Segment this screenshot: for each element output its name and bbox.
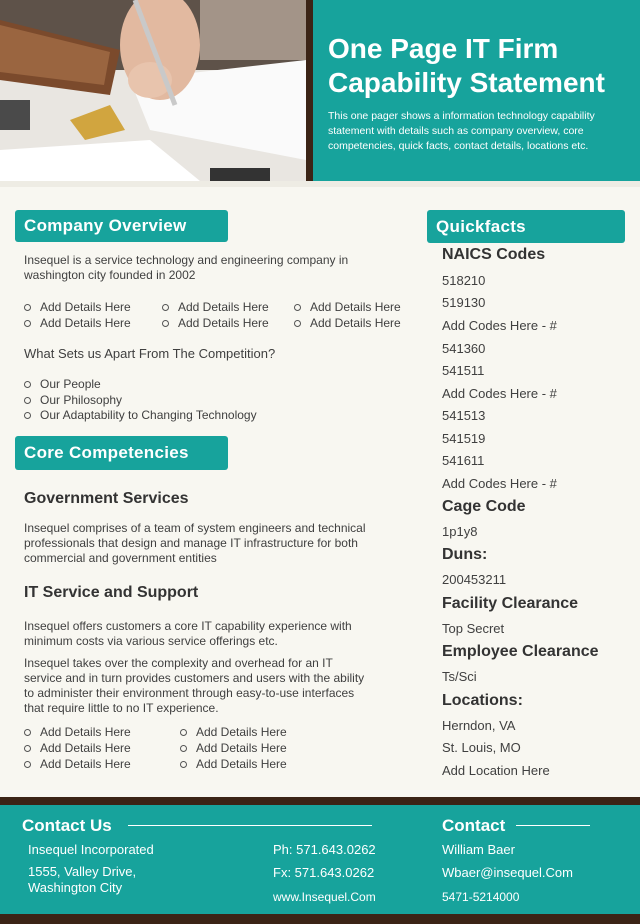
bullet-icon	[180, 729, 187, 736]
core-detail-item: Add Details Here	[24, 740, 174, 756]
it-service-text-1: Insequel offers customers a core IT capability experience with minimum costs via various service offerings etc.	[24, 619, 352, 648]
cage-code-label: Cage Code	[442, 498, 526, 515]
bullet-icon	[24, 320, 31, 327]
core-detail-item: Add Details Here	[180, 724, 330, 740]
company-name: Insequel Incorporated	[28, 842, 154, 857]
bullet-icon	[24, 761, 31, 768]
naics-code: 541519	[442, 431, 486, 446]
overview-detail-item: Add Details Here	[24, 315, 174, 331]
bullet-icon	[24, 304, 31, 311]
core-detail-item: Add Details Here	[24, 756, 174, 772]
overview-detail-item: Add Details Here	[294, 315, 444, 331]
duns-value: 200453211	[442, 572, 507, 587]
it-service-text-2: Insequel takes over the complexity and overhead for an IT service and in turn provides customers and users with the ability to administer their environment through easy-to-use interfaces that require little to no IT experience.	[24, 656, 365, 715]
naics-label: NAICS Codes	[442, 246, 546, 263]
contact-rule	[516, 825, 590, 826]
overview-detail-item: Add Details Here	[24, 299, 174, 315]
company-address: 1555, Valley Drive, Washington City	[28, 864, 137, 895]
bullet-icon	[294, 304, 301, 311]
naics-code: 541611	[442, 453, 485, 468]
core-detail-item: Add Details Here	[180, 756, 330, 772]
apart-item: Our People	[24, 376, 324, 392]
naics-code: Add Codes Here - #	[442, 386, 557, 401]
naics-code: 541511	[442, 363, 485, 378]
contact-name: William Baer	[442, 842, 515, 857]
core-detail-item: Add Details Here	[24, 724, 174, 740]
cage-code-value: 1p1y8	[442, 524, 478, 539]
company-website[interactable]: www.Insequel.Com	[273, 890, 376, 904]
employee-clearance-label: Employee Clearance	[442, 643, 599, 660]
footer-top-band	[0, 797, 640, 805]
bullet-icon	[24, 729, 31, 736]
naics-code: 518210	[442, 273, 486, 288]
header-strip	[0, 181, 640, 187]
core-detail-item: Add Details Here	[180, 740, 330, 756]
location-item: Add Location Here	[442, 763, 550, 778]
government-services-title: Government Services	[24, 490, 189, 507]
header-divider	[306, 0, 313, 181]
naics-code: 541360	[442, 341, 486, 356]
employee-clearance-value: Ts/Sci	[442, 669, 477, 684]
facility-clearance-value: Top Secret	[442, 621, 505, 636]
naics-code: 519130	[442, 295, 486, 310]
hero-photo-illustration	[0, 0, 306, 181]
contact-heading: Contact	[442, 816, 506, 835]
apart-item: Our Adaptability to Changing Technology	[24, 407, 324, 423]
footer-bottom-band	[0, 914, 640, 924]
page-title: One Page IT Firm Capability Statement	[328, 33, 605, 98]
bullet-icon	[24, 381, 31, 388]
overview-detail-item: Add Details Here	[162, 299, 312, 315]
overview-intro: Insequel is a service technology and engineering company in washington city founded in 2002	[24, 253, 349, 282]
company-phone: Ph: 571.643.0262	[273, 842, 376, 857]
bullet-icon	[294, 320, 301, 327]
naics-code: Add Codes Here - #	[442, 476, 557, 491]
it-service-title: IT Service and Support	[24, 584, 199, 601]
contact-phone: 5471-5214000	[442, 890, 520, 904]
contact-email[interactable]: Wbaer@insequel.Com	[442, 865, 573, 880]
naics-code: Add Codes Here - #	[442, 318, 557, 333]
government-services-text: Insequel comprises of a team of system engineers and technical professionals that design and manage IT infrastructure for both commercial and government entities	[24, 521, 366, 565]
contact-us-heading: Contact Us	[22, 816, 112, 835]
bullet-icon	[180, 745, 187, 752]
bullet-icon	[162, 320, 169, 327]
core-competencies-heading: Core Competencies	[15, 436, 228, 470]
bullet-icon	[24, 412, 31, 419]
apart-item: Our Philosophy	[24, 392, 324, 408]
page-description: This one pager shows a information technology capability statement with details such as company overview, core competencies, quick facts, contact details, locations etc.	[328, 110, 595, 152]
bullet-icon	[24, 745, 31, 752]
hero-photo	[0, 0, 306, 181]
company-overview-heading: Company Overview	[15, 210, 228, 242]
overview-detail-item: Add Details Here	[162, 315, 312, 331]
overview-detail-item: Add Details Here	[294, 299, 444, 315]
bullet-icon	[180, 761, 187, 768]
locations-label: Locations:	[442, 692, 523, 709]
company-fax: Fx: 571.643.0262	[273, 865, 375, 880]
bullet-icon	[162, 304, 169, 311]
apart-question: What Sets us Apart From The Competition?	[24, 346, 276, 361]
location-item: Herndon, VA	[442, 718, 516, 733]
bullet-icon	[24, 397, 31, 404]
duns-label: Duns:	[442, 546, 488, 563]
naics-code: 541513	[442, 408, 486, 423]
location-item: St. Louis, MO	[442, 740, 521, 755]
contact-us-rule	[128, 825, 372, 826]
facility-clearance-label: Facility Clearance	[442, 595, 579, 612]
quickfacts-heading: Quickfacts	[427, 210, 625, 243]
